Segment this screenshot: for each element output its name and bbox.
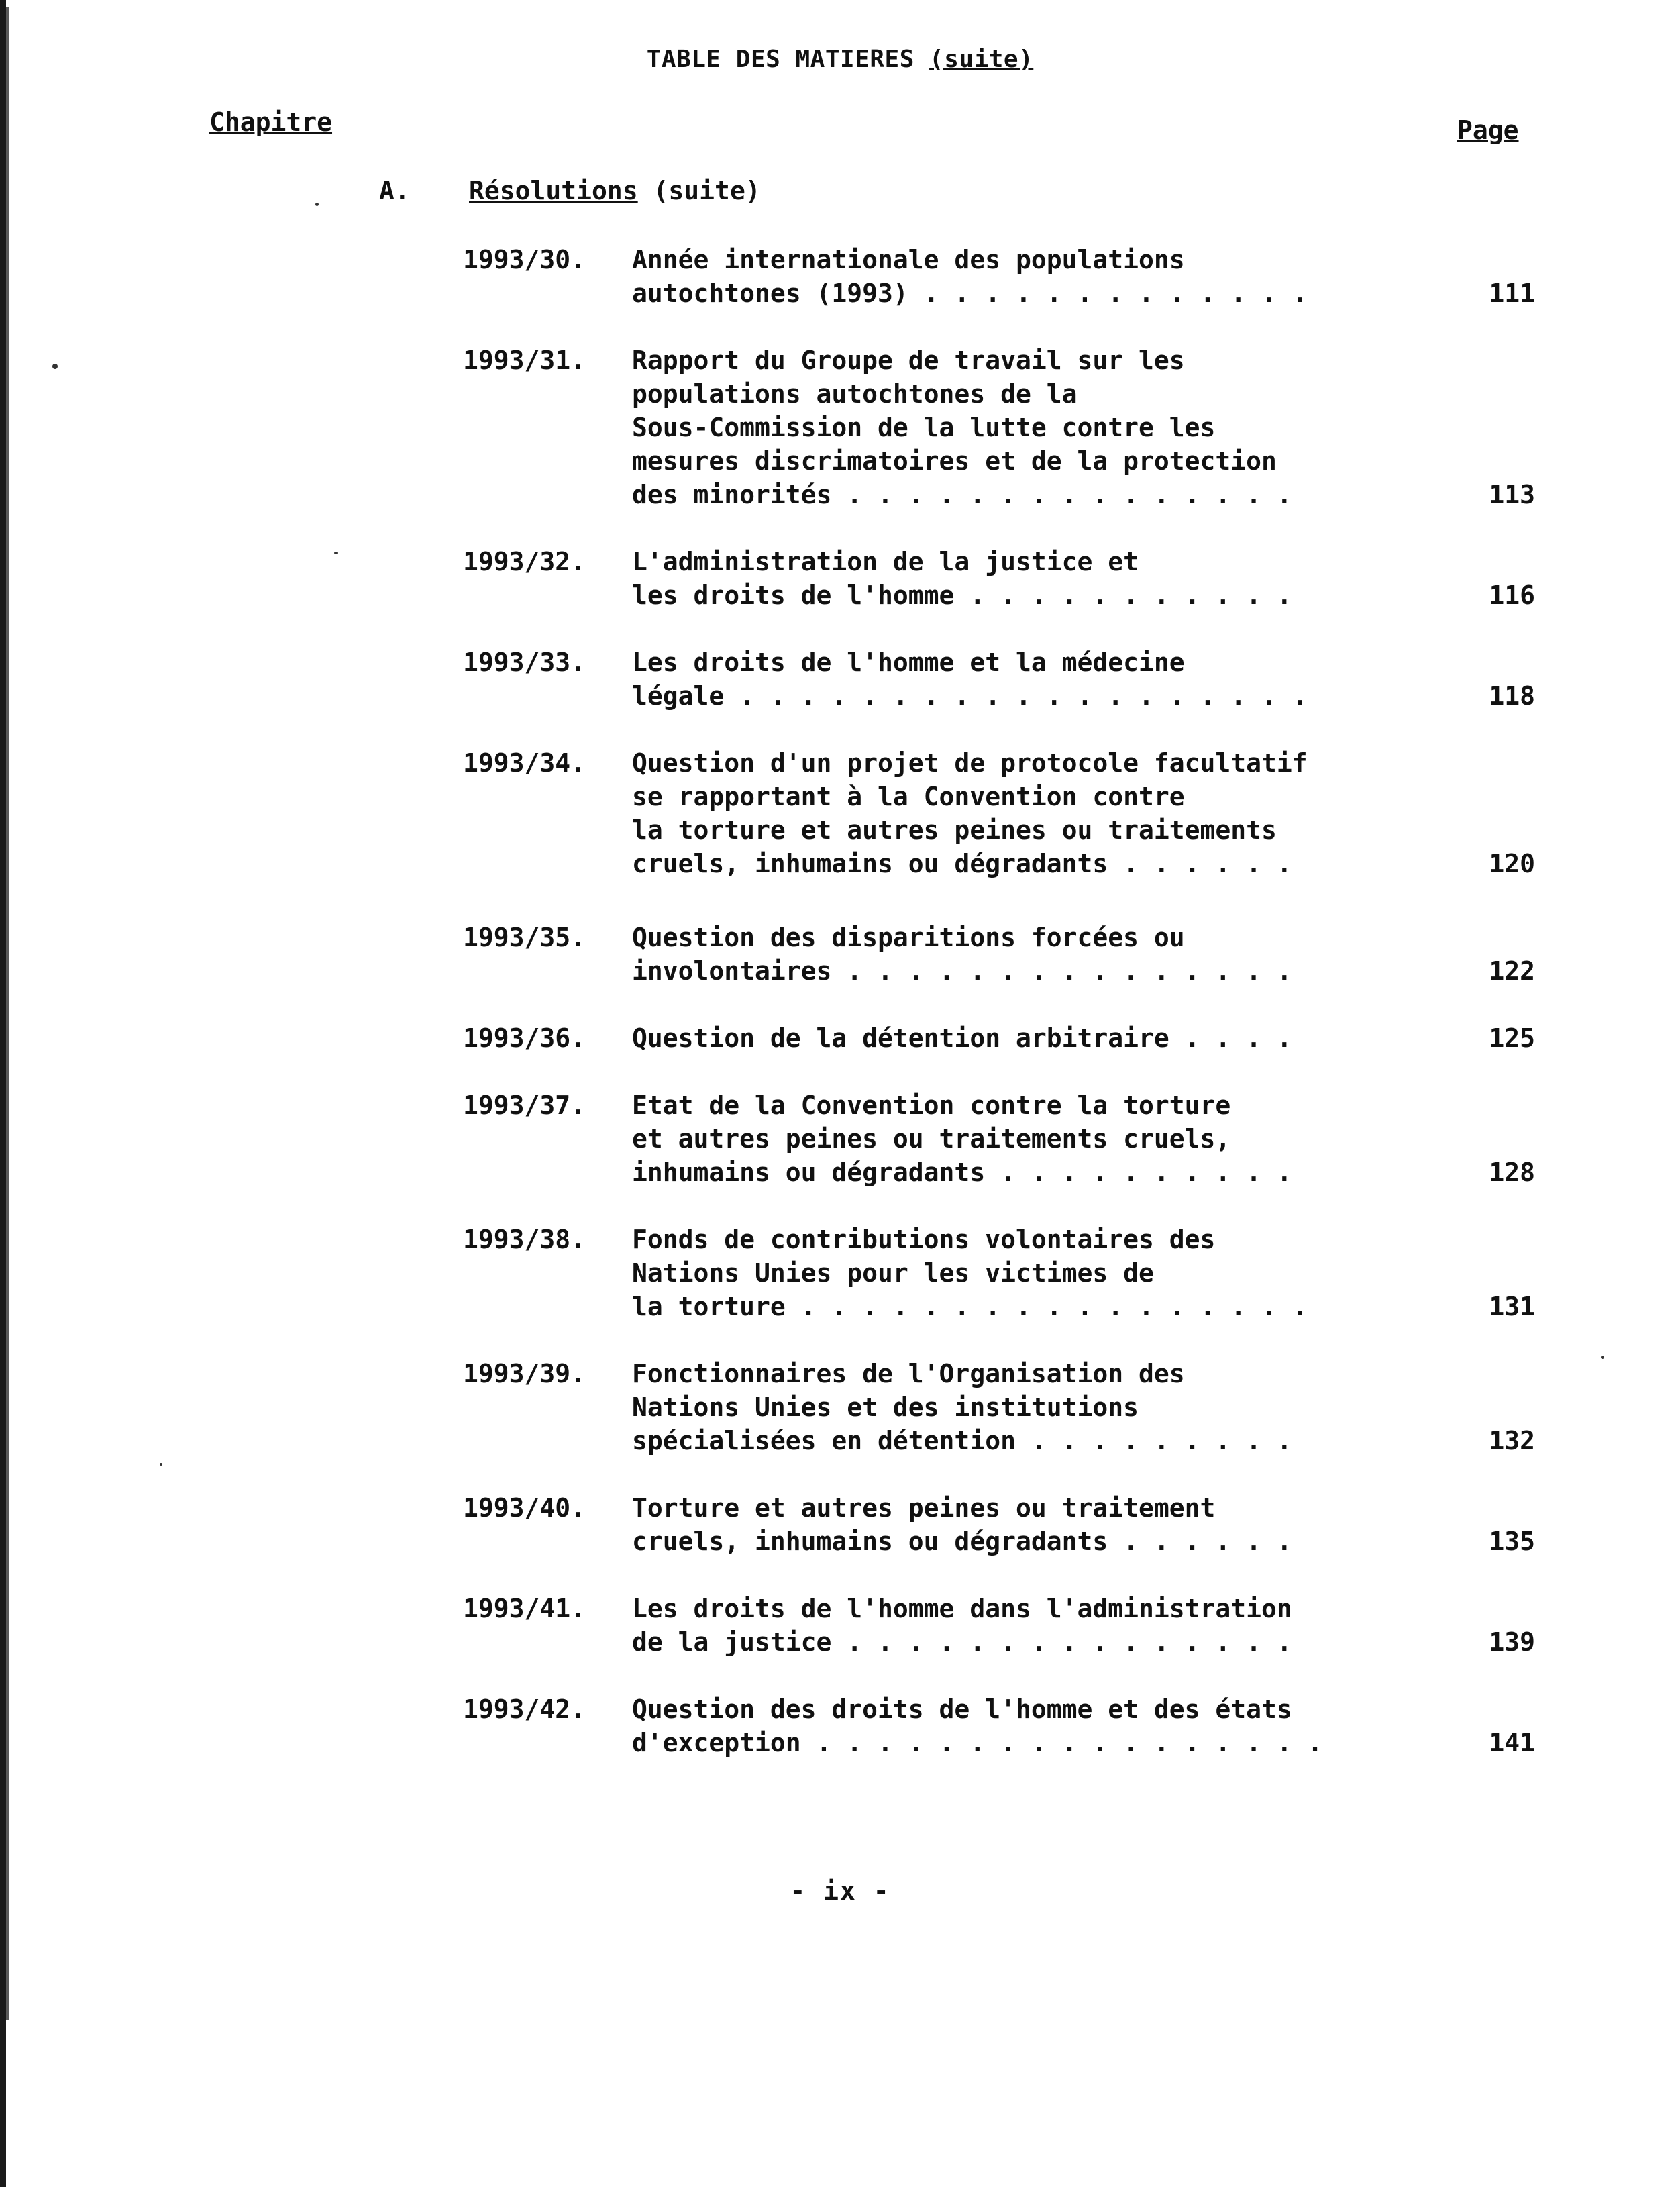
resolution-number: 1993/41. — [463, 1594, 586, 1623]
resolution-title-line: Les droits de l'homme et la médecine — [632, 648, 1185, 677]
resolution-number: 1993/31. — [463, 346, 586, 375]
resolution-number: 1993/33. — [463, 648, 586, 677]
resolution-title-line: L'administration de la justice et — [632, 547, 1139, 576]
page-column-header: Page — [1457, 115, 1519, 145]
resolution-title-line: mesures discrimatoires et de la protection — [632, 446, 1277, 476]
resolution-title — [632, 1692, 1378, 1760]
resolution-title — [632, 1021, 1378, 1055]
resolution-title-line: autochtones (1993) . . . . . . . . . . . . . — [632, 278, 1308, 308]
page-title — [0, 46, 1680, 73]
page-reference: 131 — [1489, 1292, 1535, 1321]
resolution-title-line: Etat de la Convention contre la torture — [632, 1090, 1231, 1120]
page-reference: 122 — [1489, 956, 1535, 986]
page-title-suite: (suite) — [929, 46, 1034, 73]
section-heading — [379, 176, 761, 205]
resolution-number: 1993/39. — [463, 1359, 586, 1388]
scan-speck — [1601, 1356, 1604, 1359]
resolution-number: 1993/42. — [463, 1694, 586, 1724]
section-label: Résolutions — [469, 176, 638, 205]
chapter-column-header: Chapitre — [209, 107, 333, 137]
page-reference: 116 — [1489, 580, 1535, 610]
binding-edge-shadow — [6, 7, 9, 2020]
scan-speck — [334, 552, 338, 554]
resolution-title-line: Question des droits de l'homme et des états — [632, 1694, 1292, 1724]
resolution-number: 1993/37. — [463, 1090, 586, 1120]
resolution-title-line: involontaires . . . . . . . . . . . . . . . — [632, 956, 1292, 986]
section-letter: A. — [379, 176, 410, 205]
resolution-number: 1993/36. — [463, 1023, 586, 1053]
resolution-title-line: Année internationale des populations — [632, 245, 1185, 274]
binding-edge — [0, 0, 6, 2187]
resolution-title-line: Sous-Commission de la lutte contre les — [632, 413, 1216, 442]
resolution-title-line: cruels, inhumains ou dégradants . . . . . . — [632, 1527, 1292, 1556]
resolution-title — [632, 1592, 1378, 1659]
resolution-title — [632, 1088, 1378, 1189]
page-reference: 118 — [1489, 681, 1535, 711]
page-reference: 111 — [1489, 278, 1535, 308]
page-number-footer: - ix - — [790, 1876, 890, 1906]
resolution-title-line: Question de la détention arbitraire . . . . — [632, 1023, 1292, 1053]
resolution-number: 1993/40. — [463, 1493, 586, 1523]
resolution-title-line: la torture et autres peines ou traitements — [632, 815, 1277, 845]
resolution-title-line: Fonctionnaires de l'Organisation des — [632, 1359, 1185, 1388]
resolution-title — [632, 746, 1378, 880]
resolution-title-line: Fonds de contributions volontaires des — [632, 1225, 1216, 1254]
page-reference: 120 — [1489, 849, 1535, 878]
resolution-number: 1993/34. — [463, 748, 586, 778]
page-reference: 132 — [1489, 1426, 1535, 1456]
scan-speck — [315, 203, 319, 206]
section-suffix: (suite) — [637, 176, 761, 205]
resolution-title-line: les droits de l'homme . . . . . . . . . . . — [632, 580, 1292, 610]
resolution-title-line: légale . . . . . . . . . . . . . . . . . . . — [632, 681, 1308, 711]
resolution-title-line: se rapportant à la Convention contre — [632, 782, 1185, 811]
resolution-title-line: Les droits de l'homme dans l'administration — [632, 1594, 1292, 1623]
resolution-title — [632, 1357, 1378, 1458]
resolution-title-line: Question des disparitions forcées ou — [632, 923, 1185, 952]
resolution-title-line: la torture . . . . . . . . . . . . . . . . . — [632, 1292, 1308, 1321]
resolution-title-line: Nations Unies pour les victimes de — [632, 1258, 1154, 1288]
page-title-text: TABLE DES MATIERES — [646, 46, 930, 73]
resolution-title-line: d'exception . . . . . . . . . . . . . . . . . — [632, 1728, 1323, 1758]
page-reference: 135 — [1489, 1527, 1535, 1556]
resolution-title — [632, 1491, 1378, 1558]
page-reference: 139 — [1489, 1627, 1535, 1657]
page-reference: 125 — [1489, 1023, 1535, 1053]
resolution-title — [632, 545, 1378, 612]
resolution-title-line: cruels, inhumains ou dégradants . . . . . . — [632, 849, 1292, 878]
resolution-title — [632, 243, 1378, 310]
resolution-title — [632, 646, 1378, 713]
resolution-title-line: Nations Unies et des institutions — [632, 1392, 1139, 1422]
page-reference: 113 — [1489, 480, 1535, 509]
page-reference: 141 — [1489, 1728, 1535, 1758]
scan-speck — [52, 364, 58, 369]
resolution-title-line: Rapport du Groupe de travail sur les — [632, 346, 1185, 375]
resolution-title-line: inhumains ou dégradants . . . . . . . . . . — [632, 1158, 1292, 1187]
resolution-number: 1993/32. — [463, 547, 586, 576]
resolution-title-line: des minorités . . . . . . . . . . . . . . . — [632, 480, 1292, 509]
resolution-title-line: spécialisées en détention . . . . . . . . . — [632, 1426, 1292, 1456]
resolution-title-line: Torture et autres peines ou traitement — [632, 1493, 1216, 1523]
page-reference: 128 — [1489, 1158, 1535, 1187]
resolution-number: 1993/30. — [463, 245, 586, 274]
resolution-title-line: Question d'un projet de protocole facultatif — [632, 748, 1308, 778]
resolution-title-line: de la justice . . . . . . . . . . . . . . . — [632, 1627, 1292, 1657]
resolution-title — [632, 1223, 1378, 1323]
resolution-number: 1993/38. — [463, 1225, 586, 1254]
resolution-number: 1993/35. — [463, 923, 586, 952]
resolution-title — [632, 921, 1378, 988]
resolution-title-line: et autres peines ou traitements cruels, — [632, 1124, 1231, 1154]
resolution-title-line: populations autochtones de la — [632, 379, 1078, 409]
resolution-title — [632, 344, 1378, 511]
scan-speck — [160, 1463, 162, 1466]
